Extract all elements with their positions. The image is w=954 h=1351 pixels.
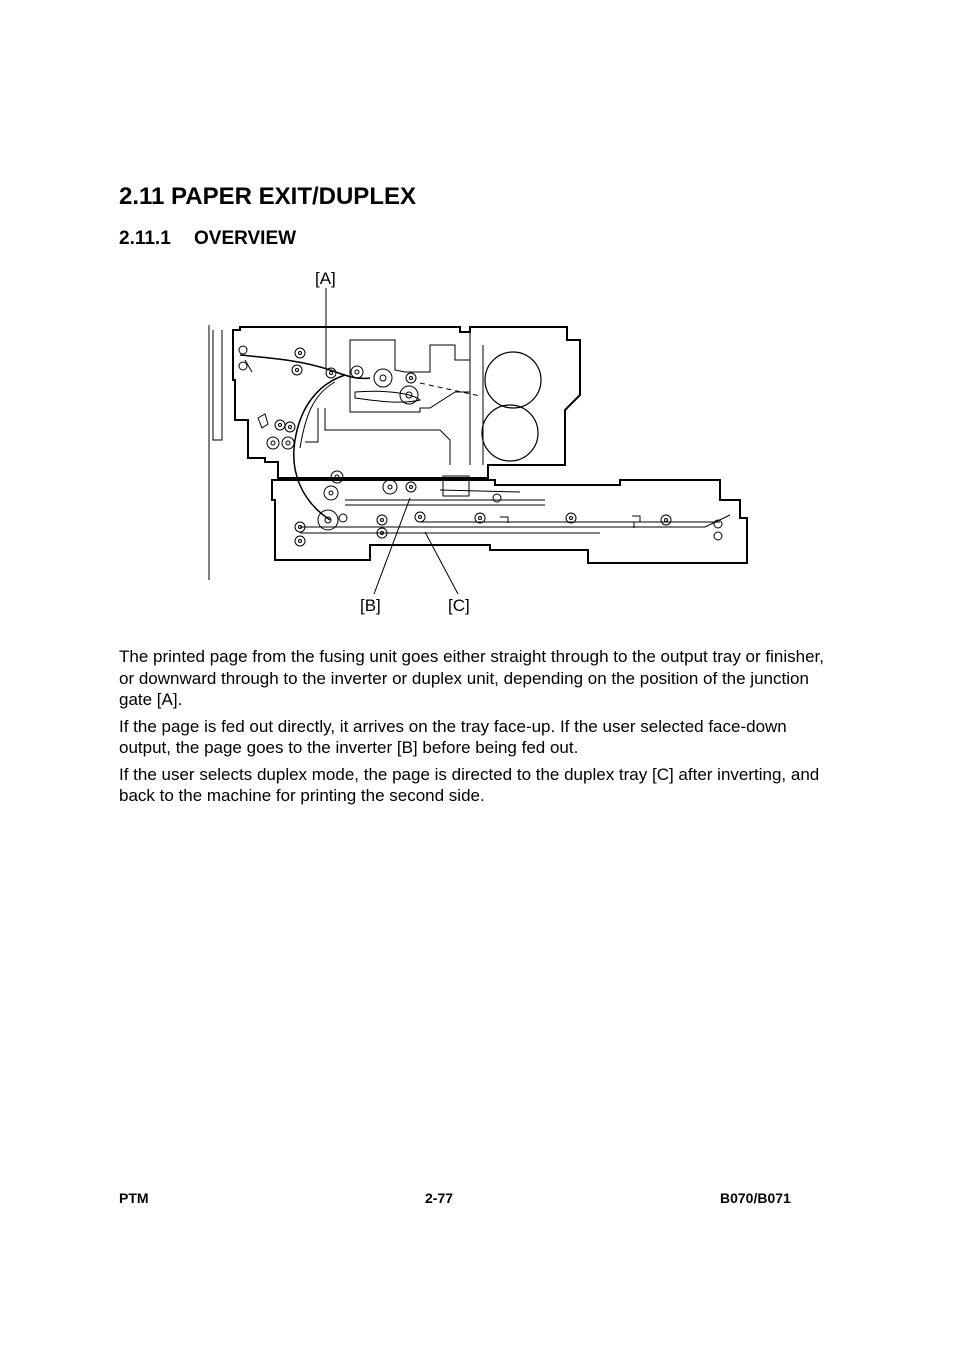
paragraph: If the page is fed out directly, it arrives on the tray face-up. If the user selected face-down output, the page goes to the inverter [B] before being fed out. [119,716,787,757]
duplex-rollers [295,471,722,546]
callout-a-label: [A] [315,269,336,288]
right-module-outline [470,327,483,465]
paper-path-down [294,375,345,520]
fuser-belt [355,391,420,402]
exit-unit-housing [233,327,580,478]
paragraph: The printed page from the fusing unit goes either straight through to the output tray or finisher, or downward through to the inverter or duplex unit, depending on the position of the junction gate [A]. [119,647,824,709]
exit-gate [245,360,268,428]
inner-frame-step-2 [305,408,318,442]
inner-frame-step [325,408,450,465]
footer-page-number: 2-77 [425,1190,454,1206]
lower-drum [482,405,538,461]
paragraph: If the user selects duplex mode, the page is directed to the duplex tray [C] after inverting, and back to the machine for printing the second side. [119,764,820,805]
paper-exit-duplex-diagram [0,0,954,640]
section-title: 2.11 PAPER EXIT/DUPLEX [119,183,416,210]
upper-rollers [239,346,418,449]
drum-dash-line [420,383,480,396]
body-text [119,646,834,812]
upper-drum [485,352,541,408]
duplex-tray-guide [300,515,730,533]
inverter-guide [345,490,545,505]
callout-b-label: [B] [360,596,381,615]
leader-line-c [425,532,458,594]
subsection-title: OVERVIEW [194,228,297,249]
callout-c-label: [C] [448,596,470,615]
subsection-number: 2.11.1 [119,228,171,249]
footer-model: B070/B071 [720,1190,791,1206]
machine-frame-detail [213,330,222,440]
footer-left: PTM [119,1190,149,1206]
